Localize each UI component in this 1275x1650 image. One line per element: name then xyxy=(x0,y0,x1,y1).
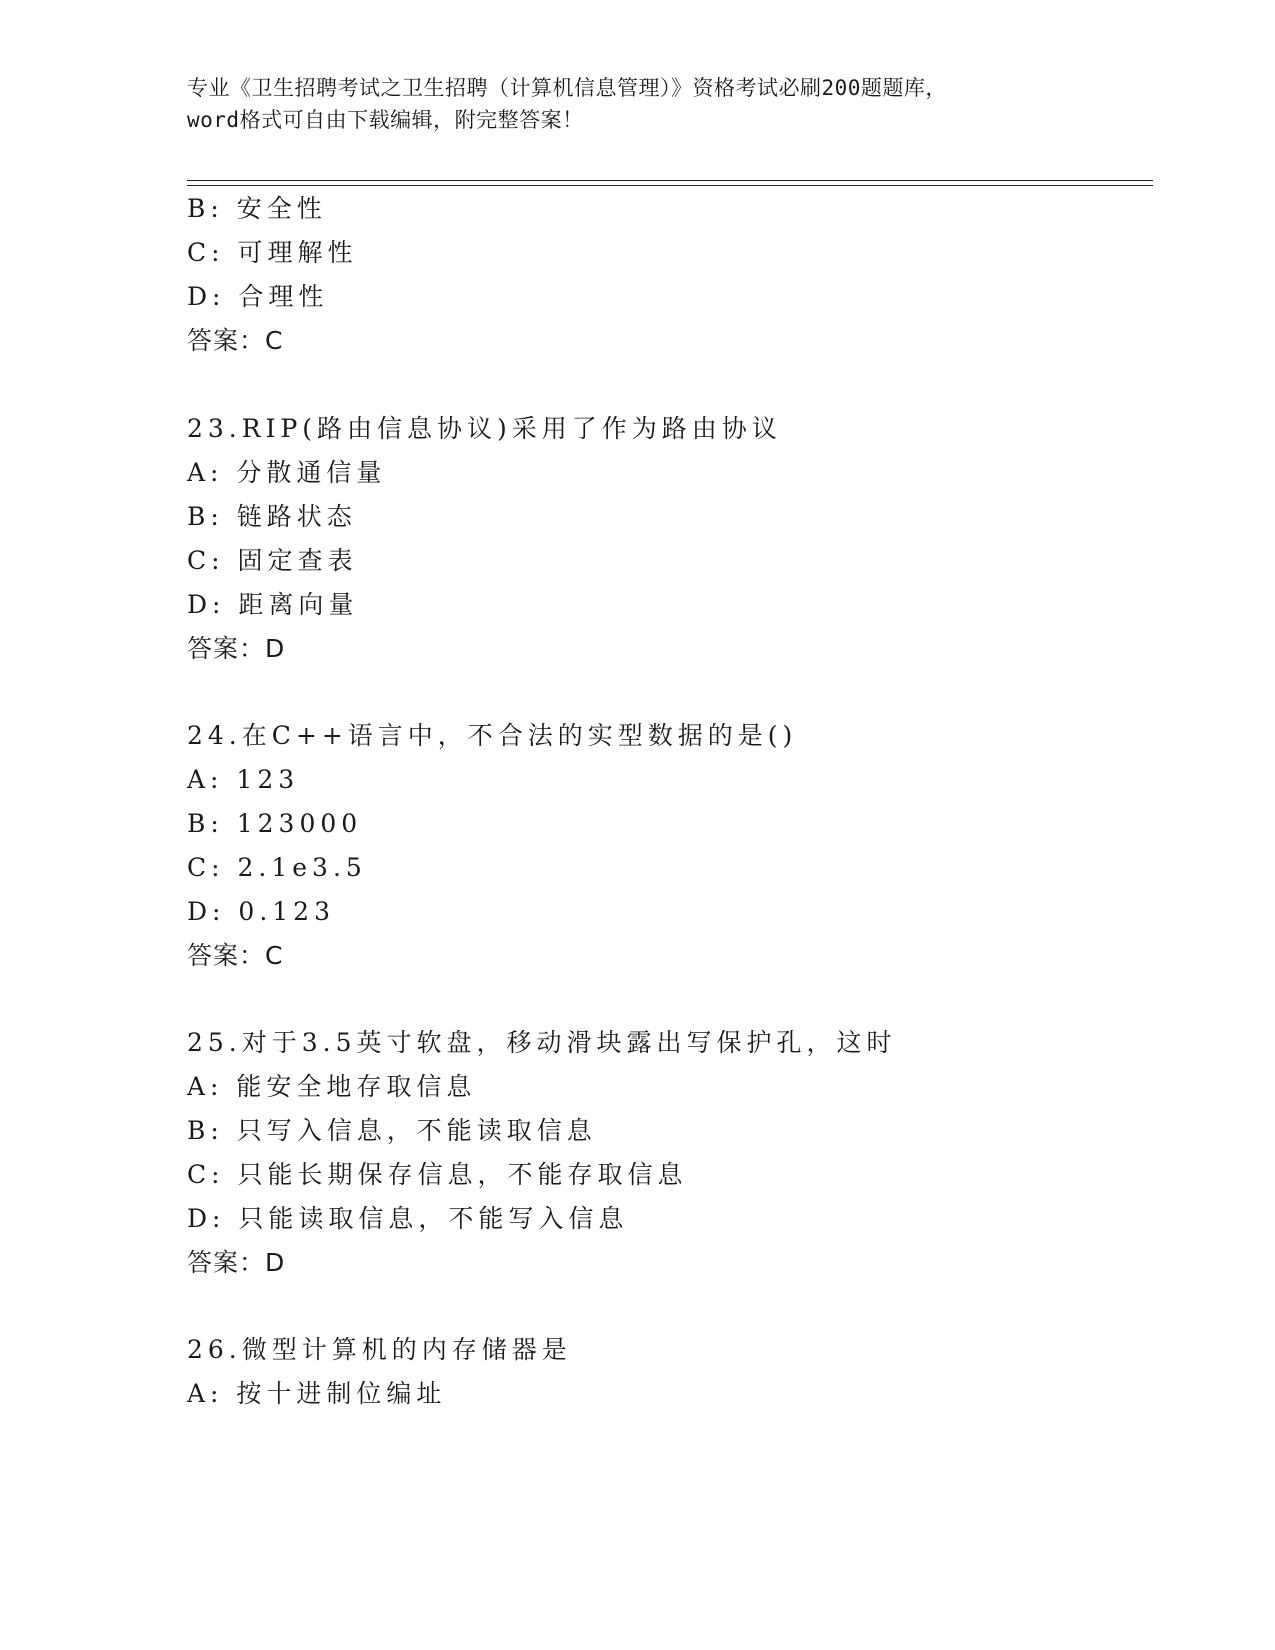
question-stem: 25.对于3.5英寸软盘，移动滑块露出写保护孔，这时 xyxy=(187,1028,897,1057)
question-stem: 23.RIP(路由信息协议)采用了作为路由协议 xyxy=(187,414,782,443)
document-header xyxy=(187,72,1087,136)
option-d: D: 距离向量 xyxy=(187,590,359,619)
option-a: A: 按十进制位编址 xyxy=(187,1379,447,1408)
option-c: C: 可理解性 xyxy=(187,238,358,267)
question-stem: 24.在C++语言中，不合法的实型数据的是() xyxy=(187,721,798,750)
question-stem: 26.微型计算机的内存储器是 xyxy=(187,1335,572,1364)
option-d: D: 合理性 xyxy=(187,282,329,311)
answer-line: 答案：D xyxy=(187,1248,286,1277)
answer-line: 答案：D xyxy=(187,634,286,663)
option-a: A: 123 xyxy=(187,765,300,794)
option-d: D: 0.123 xyxy=(187,897,335,926)
option-b: B: 123000 xyxy=(187,809,363,838)
header-divider-bottom xyxy=(187,185,1153,186)
option-a: A: 分散通信量 xyxy=(187,458,387,487)
option-b: B: 安全性 xyxy=(187,194,327,223)
answer-line: 答案：C xyxy=(187,326,284,355)
answer-line: 答案：C xyxy=(187,941,284,970)
option-b: B: 只写入信息，不能读取信息 xyxy=(187,1116,597,1145)
header-divider-top xyxy=(187,180,1153,181)
header-title-line-1: 专业《卫生招聘考试之卫生招聘（计算机信息管理）》资格考试必刷200题题库， xyxy=(187,76,947,100)
option-c: C: 2.1e3.5 xyxy=(187,853,367,882)
option-d: D: 只能读取信息，不能写入信息 xyxy=(187,1204,629,1233)
header-title-line-2: word格式可自由下载编辑，附完整答案！ xyxy=(187,108,584,132)
option-a: A: 能安全地存取信息 xyxy=(187,1072,477,1101)
option-c: C: 固定查表 xyxy=(187,546,358,575)
option-c: C: 只能长期保存信息，不能存取信息 xyxy=(187,1160,688,1189)
option-b: B: 链路状态 xyxy=(187,502,357,531)
